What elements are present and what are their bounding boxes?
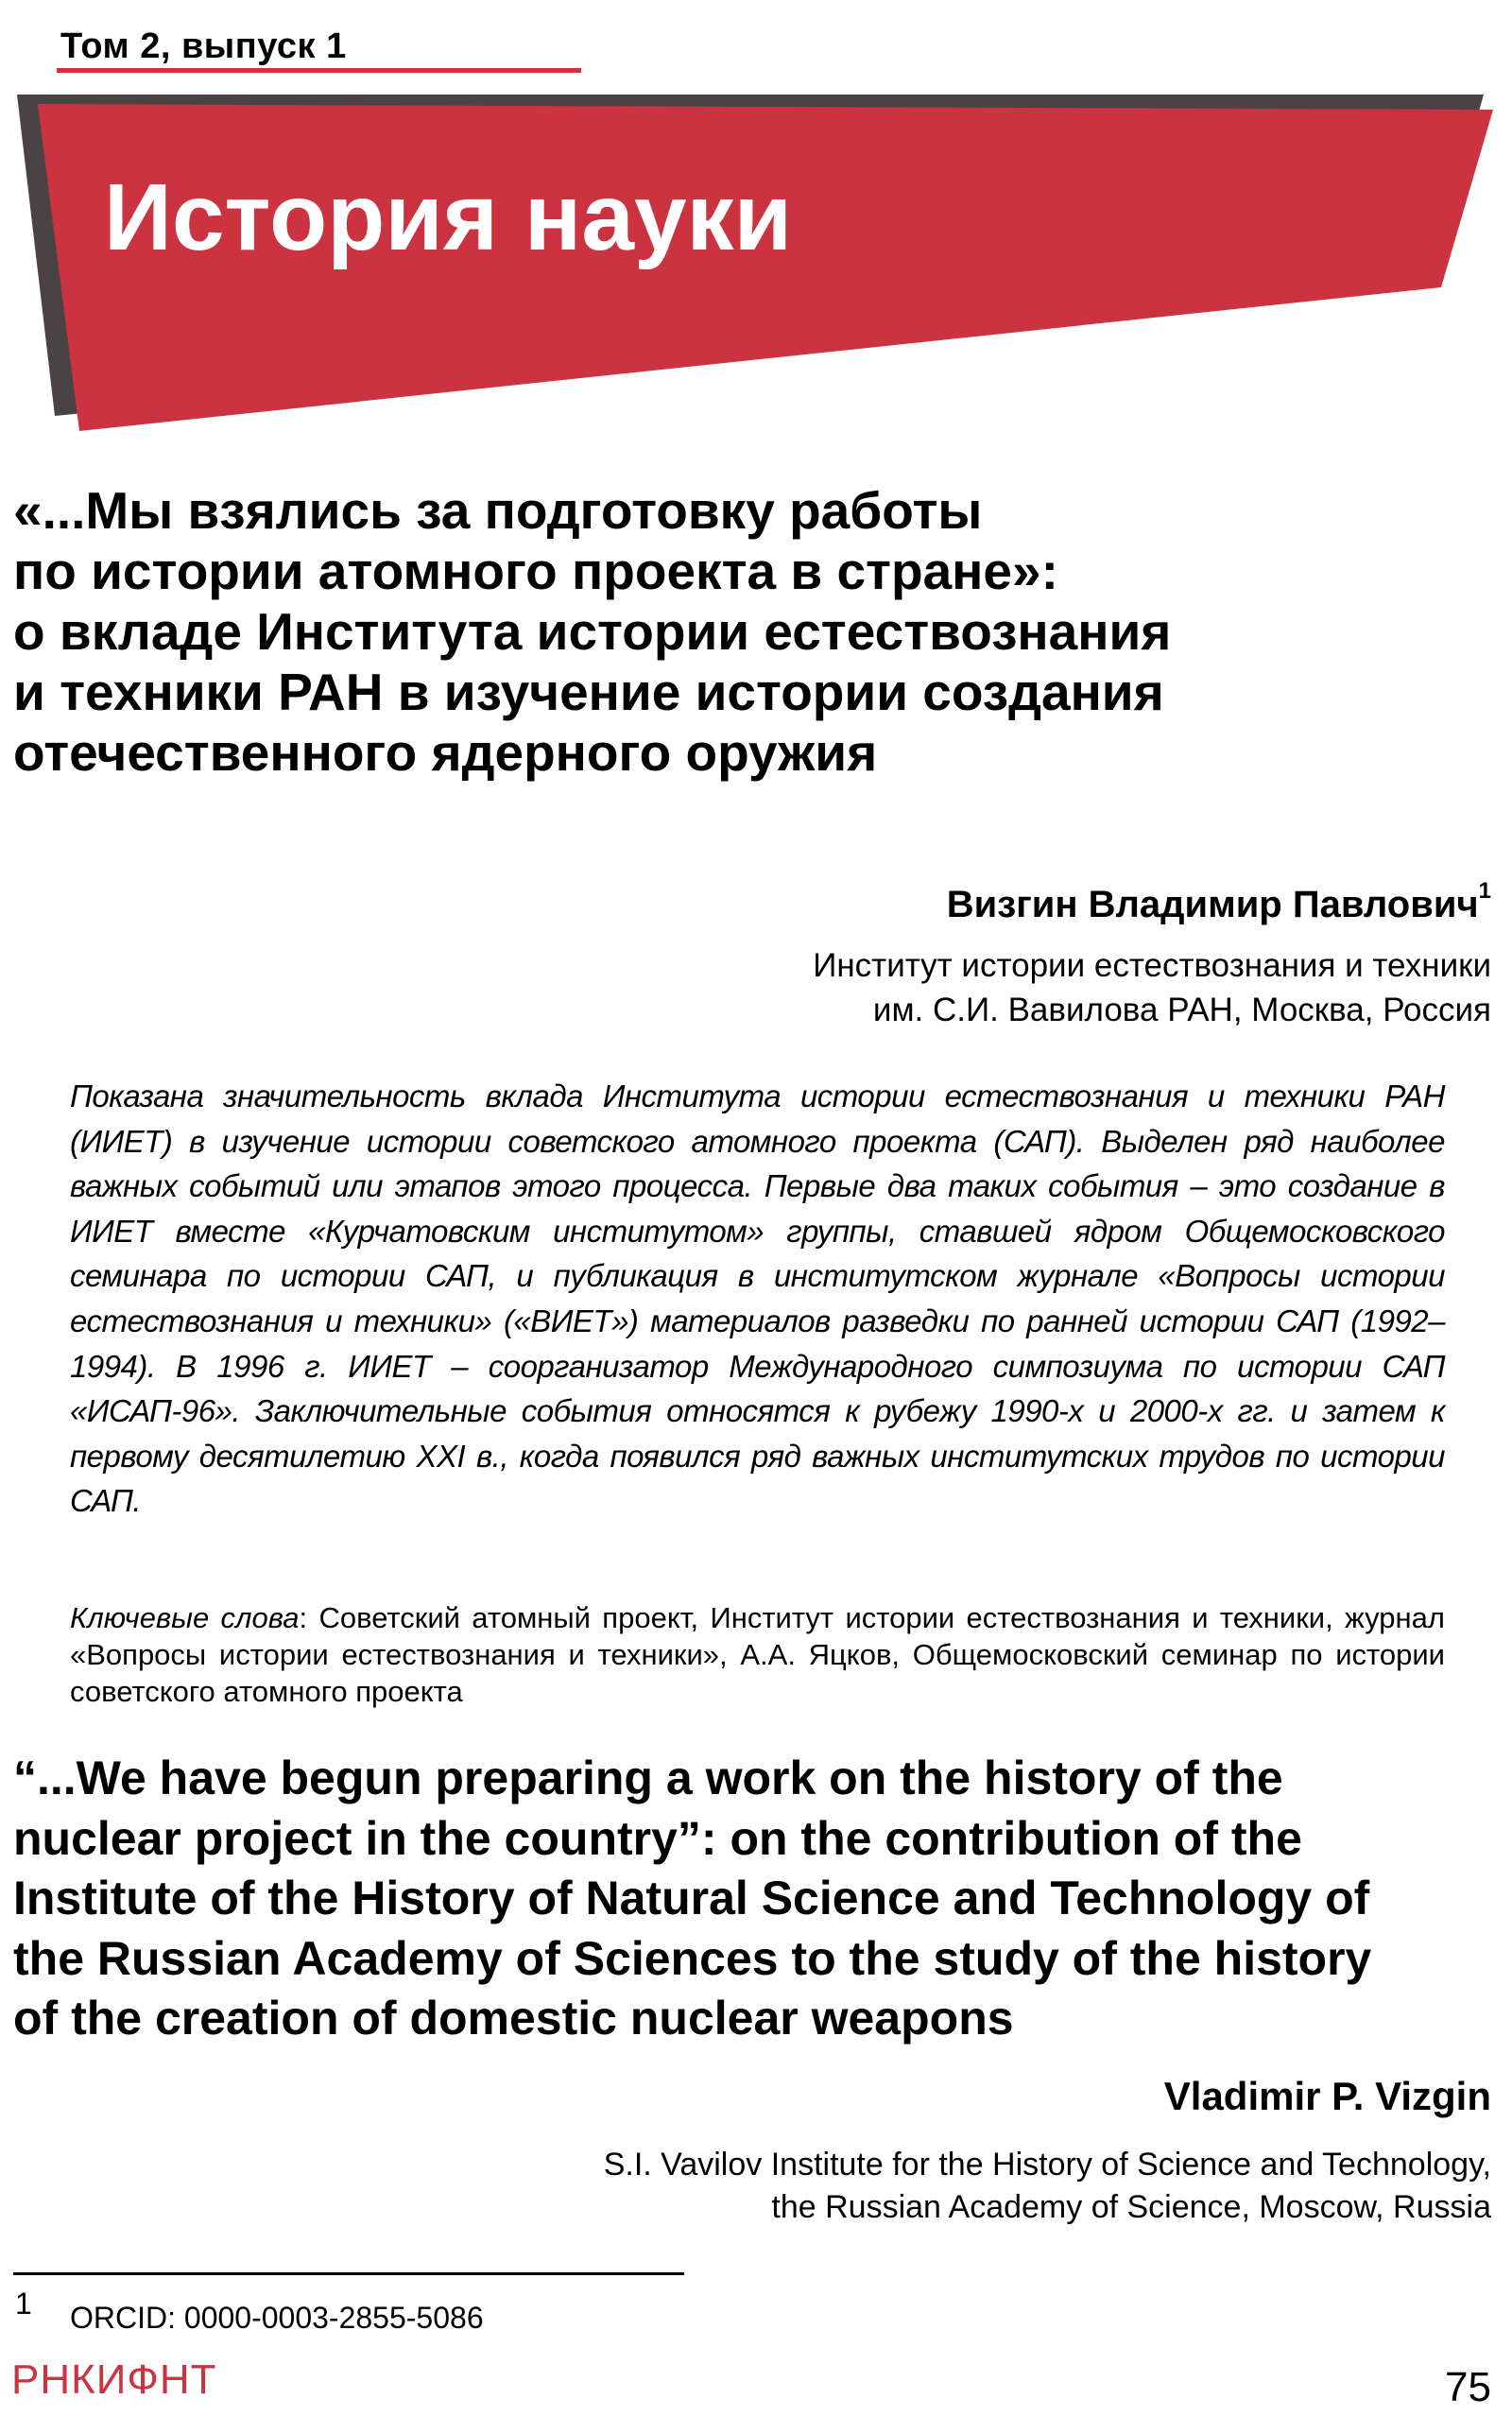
section-title: История науки xyxy=(104,164,793,270)
issue-label: Том 2, выпуск 1 xyxy=(60,26,347,66)
author-name: Визгин Владимир Павлович xyxy=(946,884,1479,925)
footnote-divider xyxy=(13,2272,684,2275)
title-line: «...Мы взялись за подготовку работы xyxy=(13,481,983,540)
affiliation-line: им. С.И. Вавилова РАН, Москва, Россия xyxy=(872,992,1491,1028)
footnote-mark: 1 xyxy=(15,2287,32,2321)
title-line: Institute of the History of Natural Science and Technology of xyxy=(13,1872,1370,1924)
keywords-ru: Ключевые слова: Советский атомный проект, Институт истории естествознания и техники, журнал «Вопросы истории естествознания и техники», А.А. Яцков, Общемосковский семинар по истории советского атомного проекта xyxy=(70,1601,1445,1708)
abstract-ru: Показана значительность вклада Института истории естествознания и техники РАН (ИИЕТ) в изучение истории советского атомного проекта (САП). Выделен ряд наиболее важных событий или этапов этого процесса. Первые два таких события – это создание в ИИЕТ вместе «Курчатовским институтом» группы, ставшей ядром Общемосковского семинара по истории САП, и публикация в институтском журнале «Вопросы истории естествознания и техники» («ВИЕТ») материалов разведки по ранней истории САП (1992–1994). В 1996 г. ИИЕТ – соорганизатор Международного симпозиума по истории САП «ИСАП-96». Заключительные события относятся к рубежу 1990-х и 2000-х гг. и затем к первому десятилетию XXI в., когда появился ряд важных институтских трудов по истории САП. xyxy=(70,1079,1445,1519)
title-line: по истории атомного проекта в стране»: xyxy=(13,542,1058,600)
title-line: nuclear project in the country”: on the contribution of the xyxy=(13,1811,1302,1865)
journal-logo: РНКИФНТ xyxy=(11,2356,217,2403)
author-ru xyxy=(947,868,1491,928)
keywords-label: Ключевые слова xyxy=(70,1601,300,1634)
title-line: the Russian Academy of Sciences to the study of the history xyxy=(13,1931,1372,1985)
title-line: и техники РАН в изучение истории создания xyxy=(13,663,1164,721)
article-title-ru xyxy=(13,480,1487,783)
title-line: о вкладе Института истории естествознания xyxy=(13,602,1172,661)
article-title-en xyxy=(13,1749,1502,2049)
affiliation-en xyxy=(263,2144,1491,2229)
affiliation-line: S.I. Vavilov Institute for the History of Science and Technology, xyxy=(603,2147,1491,2183)
keywords-text: Советский атомный проект, Институт истории естествознания и техники, журнал «Вопросы истории естествознания и техники», А.А. Яцков, Общемосковский семинар по истории советского атомного проекта xyxy=(70,1601,1445,1708)
affiliation-line: the Russian Academy of Science, Moscow, Russia xyxy=(771,2189,1491,2225)
title-line: отечественного ядерного оружия xyxy=(13,723,878,782)
page-number: 75 xyxy=(1445,2364,1491,2410)
footnote-text: ORCID: 0000-0003-2855-5086 xyxy=(70,2301,484,2335)
affiliation-line: Институт истории естествознания и техники xyxy=(813,947,1491,984)
affiliation-ru xyxy=(357,943,1491,1032)
title-line: of the creation of domestic nuclear weapons xyxy=(13,1992,1014,2045)
author-en: Vladimir P. Vizgin xyxy=(1163,2074,1491,2118)
title-line: “...We have begun preparing a work on the history of the xyxy=(13,1752,1283,1804)
footnote-reference: 1 xyxy=(1478,878,1491,904)
